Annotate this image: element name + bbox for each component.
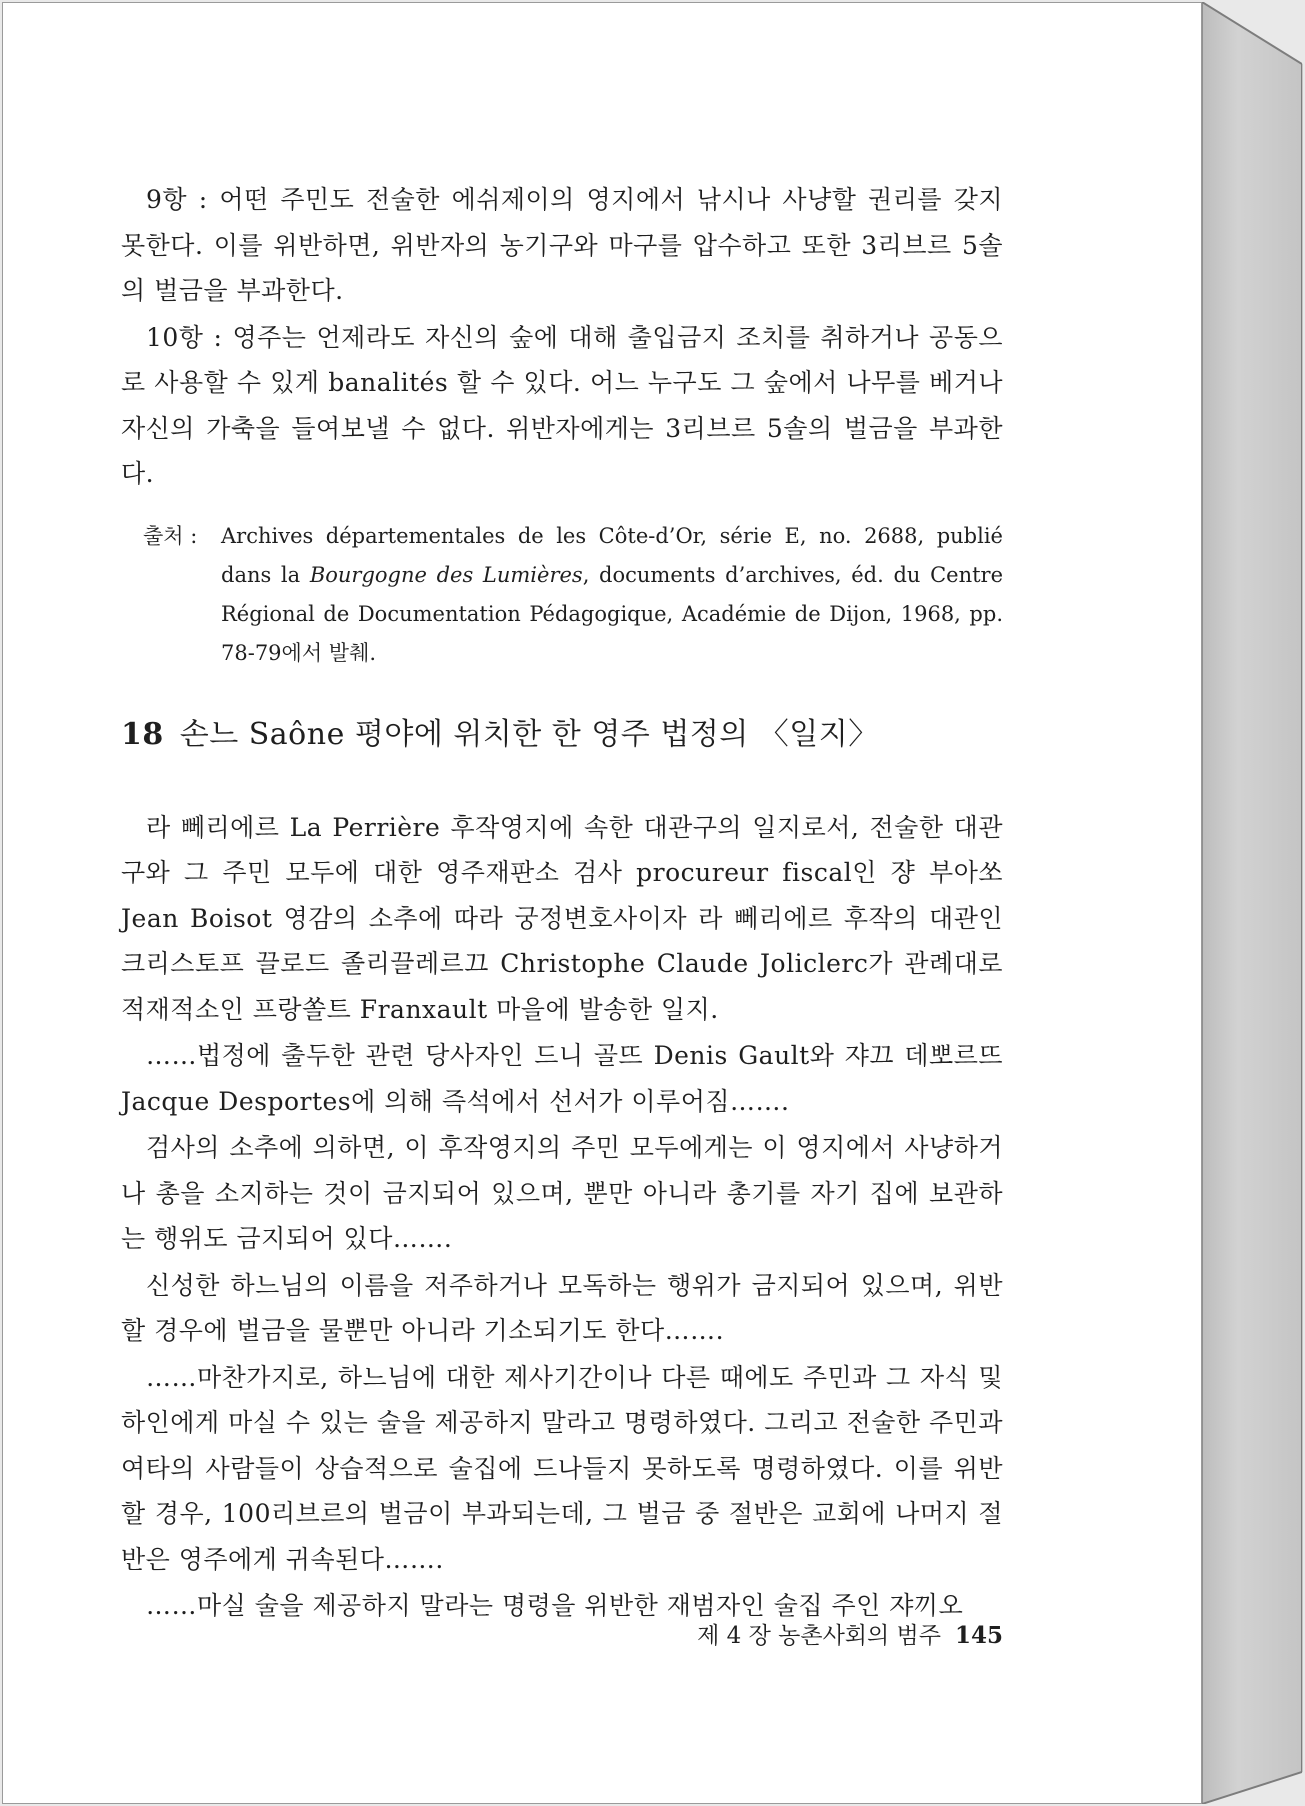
source-label: 출처 : — [143, 523, 198, 548]
source-text-1: Archives départementales de les Côte-d’Or, série E, no. 2688, publié dans la — [221, 523, 1003, 587]
body-paragraph: 라 뻬리에르 La Perrière 후작영지에 속한 대관구의 일지로서, 전술한 대관구와 그 주민 모두에 대한 영주재판소 검사 procureur fiscal인 쟝 부아쏘 Jean Boisot 영감의 소추에 따라 궁정변호사이자 라 뻬리에르 후작의 대관인 크리스토프 끌로드 졸리끌레르끄 Christophe Claude Joliclerc가 관례대로 적재적소인 프랑쏠트 Franxault 마을에 발송한 일지. — [121, 812, 1003, 1024]
article-9: 9항 : 어떤 주민도 전술한 에쉬제이의 영지에서 낚시나 사냥할 권리를 갖지 못한다. 이를 위반하면, 위반자의 농기구와 마구를 압수하고 또한 3리브르 5솔의 벌금을 부과한다. — [121, 185, 1003, 305]
chapter-title: 제 4 장 농촌사회의 범주 — [697, 1623, 941, 1649]
source-text-2: , documents d’archives, éd. du Centre Régional de Documentation Pédagogique, Académie de Dijon, 1968, pp. 78-79에서 발췌. — [221, 562, 1004, 665]
source-citation — [121, 517, 1003, 673]
section-title: 손느 Saône 평야에 위치한 한 영주 법정의 〈일지〉 — [179, 716, 879, 752]
body-paragraph: 검사의 소추에 의하면, 이 후작영지의 주민 모두에게는 이 영지에서 사냥하거나 총을 소지하는 것이 금지되어 있으며, 뿐만 아니라 총기를 자기 집에 보관하는 행위도 금지되어 있다……. — [121, 1133, 1003, 1253]
page-content — [121, 177, 1003, 1629]
section-number: 18 — [121, 716, 164, 752]
section-heading — [121, 713, 1003, 757]
body-paragraph: ……법정에 출두한 관련 당사자인 드니 골뜨 Denis Gault와 쟈끄 데뽀르뜨 Jacque Desportes에 의해 즉석에서 선서가 이루어짐……. — [121, 1041, 1003, 1116]
page-number: 145 — [954, 1622, 1003, 1649]
body-paragraph: 신성한 하느님의 이름을 저주하거나 모독하는 행위가 금지되어 있으며, 위반할 경우에 벌금을 물뿐만 아니라 기소되기도 한다……. — [121, 1270, 1003, 1345]
book-page — [2, 2, 1202, 1804]
article-10: 10항 : 영주는 언제라도 자신의 숲에 대해 출입금지 조치를 취하거나 공동으로 사용할 수 있게 banalités 할 수 있다. 어느 누구도 그 숲에서 나무를 베거나 자신의 가축을 들여보낼 수 없다. 위반자에게는 3리브르 5솔의 벌금을 부과한다. — [121, 322, 1003, 488]
source-italic-title: Bourgogne des Lumières — [309, 562, 583, 587]
body-paragraph: ……마찬가지로, 하느님에 대한 제사기간이나 다른 때에도 주민과 그 자식 및 하인에게 마실 수 있는 술을 제공하지 말라고 명령하였다. 그리고 전술한 주민과 여타의 사람들이 상습적으로 술집에 드나들지 못하도록 명령하였다. 이를 위반할 경우, 100리브르의 벌금이 부과되는데, 그 벌금 중 절반은 교회에 나머지 절반은 영주에게 귀속된다……. — [121, 1362, 1003, 1574]
body-paragraph: ……마실 술을 제공하지 말라는 명령을 위반한 재범자인 술집 주인 쟈끼오 — [146, 1591, 964, 1620]
page-footer — [121, 1617, 1003, 1650]
book-spine-edge — [1202, 2, 1303, 1804]
